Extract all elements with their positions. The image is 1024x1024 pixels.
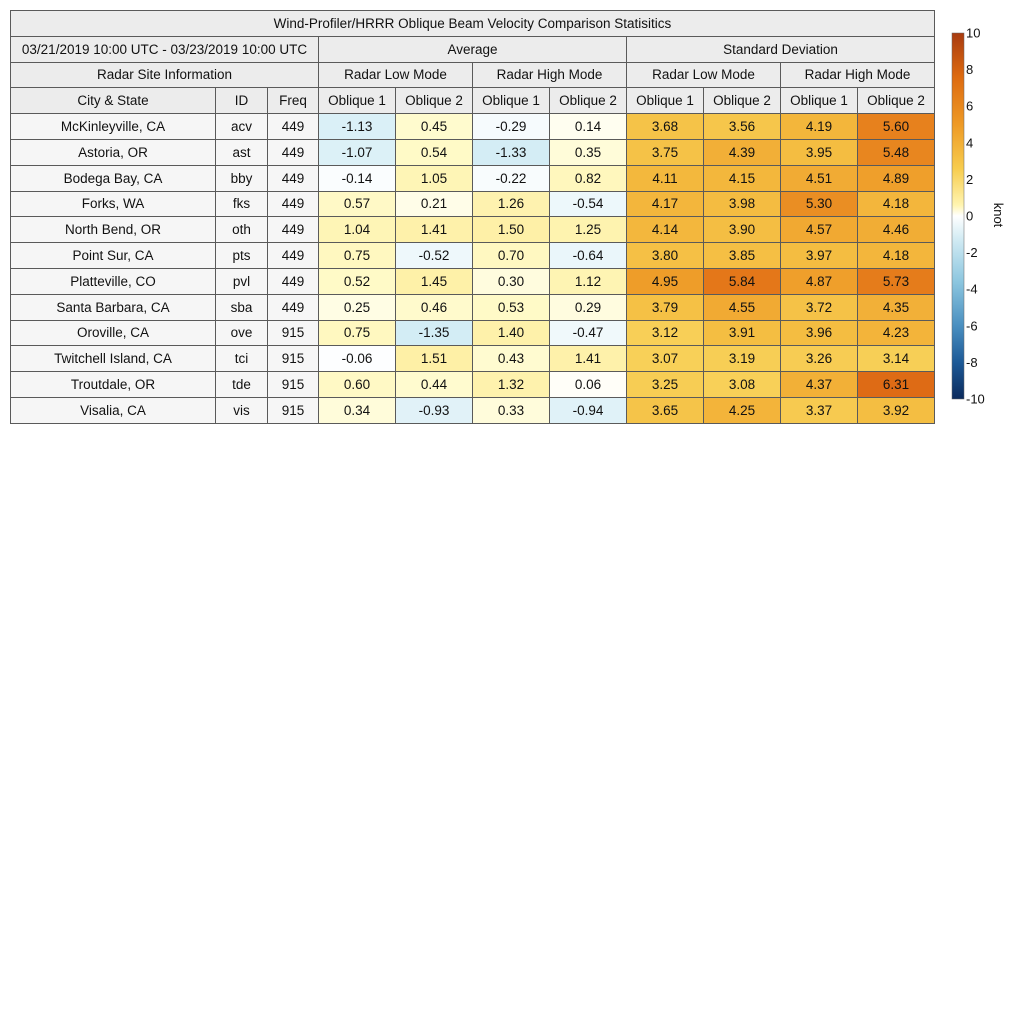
site-id: bby [216, 165, 268, 191]
value-cell: 1.12 [550, 268, 627, 294]
table-row [11, 243, 935, 269]
value-cell: 5.73 [858, 268, 935, 294]
site-id: acv [216, 114, 268, 140]
column-header: Oblique 2 [396, 88, 473, 114]
site-id: fks [216, 191, 268, 217]
site-id: pts [216, 243, 268, 269]
table-row [11, 372, 935, 398]
value-cell: 4.25 [704, 397, 781, 423]
value-cell: 3.65 [627, 397, 704, 423]
group-header-row [11, 36, 935, 62]
column-header: Oblique 1 [473, 88, 550, 114]
site-city: Astoria, OR [11, 139, 216, 165]
value-cell: 1.26 [473, 191, 550, 217]
value-cell: 4.19 [781, 114, 858, 140]
value-cell: -1.07 [319, 139, 396, 165]
column-header: Oblique 1 [781, 88, 858, 114]
colorbar-tick-label: -4 [966, 281, 978, 297]
site-freq: 449 [268, 294, 319, 320]
date-range: 03/21/2019 10:00 UTC - 03/23/2019 10:00 UTC [11, 36, 319, 62]
value-cell: 5.84 [704, 268, 781, 294]
std-low-mode-header: Radar Low Mode [627, 62, 781, 88]
value-cell: -0.22 [473, 165, 550, 191]
colorbar-tick-label: 0 [966, 208, 974, 224]
value-cell: 3.72 [781, 294, 858, 320]
value-cell: 0.25 [319, 294, 396, 320]
site-id: vis [216, 397, 268, 423]
site-city: Visalia, CA [11, 397, 216, 423]
value-cell: -0.52 [396, 243, 473, 269]
value-cell: 3.14 [858, 346, 935, 372]
site-freq: 915 [268, 372, 319, 398]
colorbar-tick-label: -10 [966, 391, 985, 407]
value-cell: 3.85 [704, 243, 781, 269]
value-cell: -1.35 [396, 320, 473, 346]
site-city: Forks, WA [11, 191, 216, 217]
value-cell: 5.60 [858, 114, 935, 140]
mode-header-row [11, 62, 935, 88]
std-high-mode-header: Radar High Mode [781, 62, 935, 88]
value-cell: 1.50 [473, 217, 550, 243]
site-city: Troutdale, OR [11, 372, 216, 398]
value-cell: 1.41 [550, 346, 627, 372]
stats-table [10, 10, 935, 424]
avg-high-mode-header: Radar High Mode [473, 62, 627, 88]
site-city: Oroville, CA [11, 320, 216, 346]
value-cell: 4.14 [627, 217, 704, 243]
site-city: Point Sur, CA [11, 243, 216, 269]
value-cell: 3.68 [627, 114, 704, 140]
value-cell: 0.52 [319, 268, 396, 294]
value-cell: -0.54 [550, 191, 627, 217]
value-cell: 3.79 [627, 294, 704, 320]
value-cell: 4.95 [627, 268, 704, 294]
value-cell: 0.33 [473, 397, 550, 423]
site-id: ast [216, 139, 268, 165]
site-info-header: Radar Site Information [11, 62, 319, 88]
column-header: Oblique 2 [550, 88, 627, 114]
value-cell: 0.43 [473, 346, 550, 372]
column-header: Oblique 1 [319, 88, 396, 114]
value-cell: 3.96 [781, 320, 858, 346]
value-cell: -1.33 [473, 139, 550, 165]
value-cell: 3.92 [858, 397, 935, 423]
value-cell: 4.15 [704, 165, 781, 191]
value-cell: 1.04 [319, 217, 396, 243]
value-cell: 3.07 [627, 346, 704, 372]
site-freq: 449 [268, 165, 319, 191]
site-city: Bodega Bay, CA [11, 165, 216, 191]
site-id: sba [216, 294, 268, 320]
std-header: Standard Deviation [627, 36, 935, 62]
average-header: Average [319, 36, 627, 62]
value-cell: 0.75 [319, 320, 396, 346]
colorbar-tick-label: 8 [966, 62, 974, 78]
value-cell: 3.08 [704, 372, 781, 398]
value-cell: 0.30 [473, 268, 550, 294]
site-city: Santa Barbara, CA [11, 294, 216, 320]
value-cell: 0.75 [319, 243, 396, 269]
site-id: oth [216, 217, 268, 243]
value-cell: 0.35 [550, 139, 627, 165]
colorbar-gradient [952, 33, 964, 399]
table-row [11, 139, 935, 165]
site-city: Twitchell Island, CA [11, 346, 216, 372]
colorbar-label: knot [991, 202, 1006, 228]
value-cell: 3.19 [704, 346, 781, 372]
value-cell: -0.94 [550, 397, 627, 423]
value-cell: -0.93 [396, 397, 473, 423]
table-row [11, 397, 935, 423]
table-row [11, 320, 935, 346]
value-cell: 1.45 [396, 268, 473, 294]
value-cell: 3.80 [627, 243, 704, 269]
column-header: Oblique 2 [704, 88, 781, 114]
colorbar [945, 25, 1015, 410]
value-cell: 3.91 [704, 320, 781, 346]
value-cell: 4.51 [781, 165, 858, 191]
table-row [11, 114, 935, 140]
colorbar-tick-label: -2 [966, 245, 978, 261]
table-row [11, 346, 935, 372]
value-cell: 4.18 [858, 243, 935, 269]
value-cell: 0.53 [473, 294, 550, 320]
site-freq: 915 [268, 397, 319, 423]
value-cell: 4.17 [627, 191, 704, 217]
value-cell: 3.97 [781, 243, 858, 269]
value-cell: -0.14 [319, 165, 396, 191]
value-cell: -0.29 [473, 114, 550, 140]
column-header: ID [216, 88, 268, 114]
value-cell: 6.31 [858, 372, 935, 398]
site-city: McKinleyville, CA [11, 114, 216, 140]
value-cell: 3.95 [781, 139, 858, 165]
value-cell: 3.12 [627, 320, 704, 346]
table-row [11, 217, 935, 243]
site-freq: 449 [268, 114, 319, 140]
column-header-row [11, 88, 935, 114]
value-cell: 1.25 [550, 217, 627, 243]
value-cell: -0.47 [550, 320, 627, 346]
colorbar-tick-label: 10 [966, 25, 981, 41]
site-freq: 449 [268, 217, 319, 243]
value-cell: 0.57 [319, 191, 396, 217]
value-cell: 4.57 [781, 217, 858, 243]
table-row [11, 294, 935, 320]
site-id: ove [216, 320, 268, 346]
value-cell: 3.25 [627, 372, 704, 398]
colorbar-tick-label: 4 [966, 135, 974, 151]
value-cell: 1.40 [473, 320, 550, 346]
value-cell: 4.11 [627, 165, 704, 191]
value-cell: 0.34 [319, 397, 396, 423]
value-cell: -0.06 [319, 346, 396, 372]
value-cell: 3.56 [704, 114, 781, 140]
value-cell: 1.41 [396, 217, 473, 243]
value-cell: -1.13 [319, 114, 396, 140]
value-cell: 5.30 [781, 191, 858, 217]
colorbar-tick-label: 6 [966, 98, 974, 114]
site-freq: 449 [268, 268, 319, 294]
value-cell: 0.06 [550, 372, 627, 398]
value-cell: 0.54 [396, 139, 473, 165]
value-cell: 0.45 [396, 114, 473, 140]
value-cell: 4.89 [858, 165, 935, 191]
value-cell: 4.23 [858, 320, 935, 346]
site-city: Platteville, CO [11, 268, 216, 294]
avg-low-mode-header: Radar Low Mode [319, 62, 473, 88]
colorbar-tick-label: -8 [966, 354, 978, 370]
value-cell: 4.37 [781, 372, 858, 398]
column-header: City & State [11, 88, 216, 114]
value-cell: 0.21 [396, 191, 473, 217]
site-city: North Bend, OR [11, 217, 216, 243]
value-cell: 0.46 [396, 294, 473, 320]
value-cell: 4.55 [704, 294, 781, 320]
site-freq: 449 [268, 139, 319, 165]
site-freq: 915 [268, 320, 319, 346]
title-row [11, 11, 935, 37]
value-cell: 0.70 [473, 243, 550, 269]
value-cell: -0.64 [550, 243, 627, 269]
site-id: tci [216, 346, 268, 372]
value-cell: 4.39 [704, 139, 781, 165]
value-cell: 1.32 [473, 372, 550, 398]
column-header: Oblique 1 [627, 88, 704, 114]
table-row [11, 268, 935, 294]
value-cell: 0.14 [550, 114, 627, 140]
value-cell: 0.82 [550, 165, 627, 191]
column-header: Freq [268, 88, 319, 114]
value-cell: 0.60 [319, 372, 396, 398]
value-cell: 1.05 [396, 165, 473, 191]
value-cell: 3.98 [704, 191, 781, 217]
site-id: pvl [216, 268, 268, 294]
value-cell: 3.37 [781, 397, 858, 423]
value-cell: 4.46 [858, 217, 935, 243]
site-freq: 915 [268, 346, 319, 372]
colorbar-tick-label: -6 [966, 318, 978, 334]
site-freq: 449 [268, 191, 319, 217]
value-cell: 4.87 [781, 268, 858, 294]
value-cell: 5.48 [858, 139, 935, 165]
value-cell: 4.18 [858, 191, 935, 217]
value-cell: 4.35 [858, 294, 935, 320]
table-title: Wind-Profiler/HRRR Oblique Beam Velocity Comparison Statisitics [11, 11, 935, 37]
value-cell: 0.29 [550, 294, 627, 320]
value-cell: 3.90 [704, 217, 781, 243]
value-cell: 1.51 [396, 346, 473, 372]
value-cell: 0.44 [396, 372, 473, 398]
value-cell: 3.26 [781, 346, 858, 372]
value-cell: 3.75 [627, 139, 704, 165]
colorbar-tick-label: 2 [966, 171, 974, 187]
site-freq: 449 [268, 243, 319, 269]
table-row [11, 165, 935, 191]
column-header: Oblique 2 [858, 88, 935, 114]
table-row [11, 191, 935, 217]
site-id: tde [216, 372, 268, 398]
